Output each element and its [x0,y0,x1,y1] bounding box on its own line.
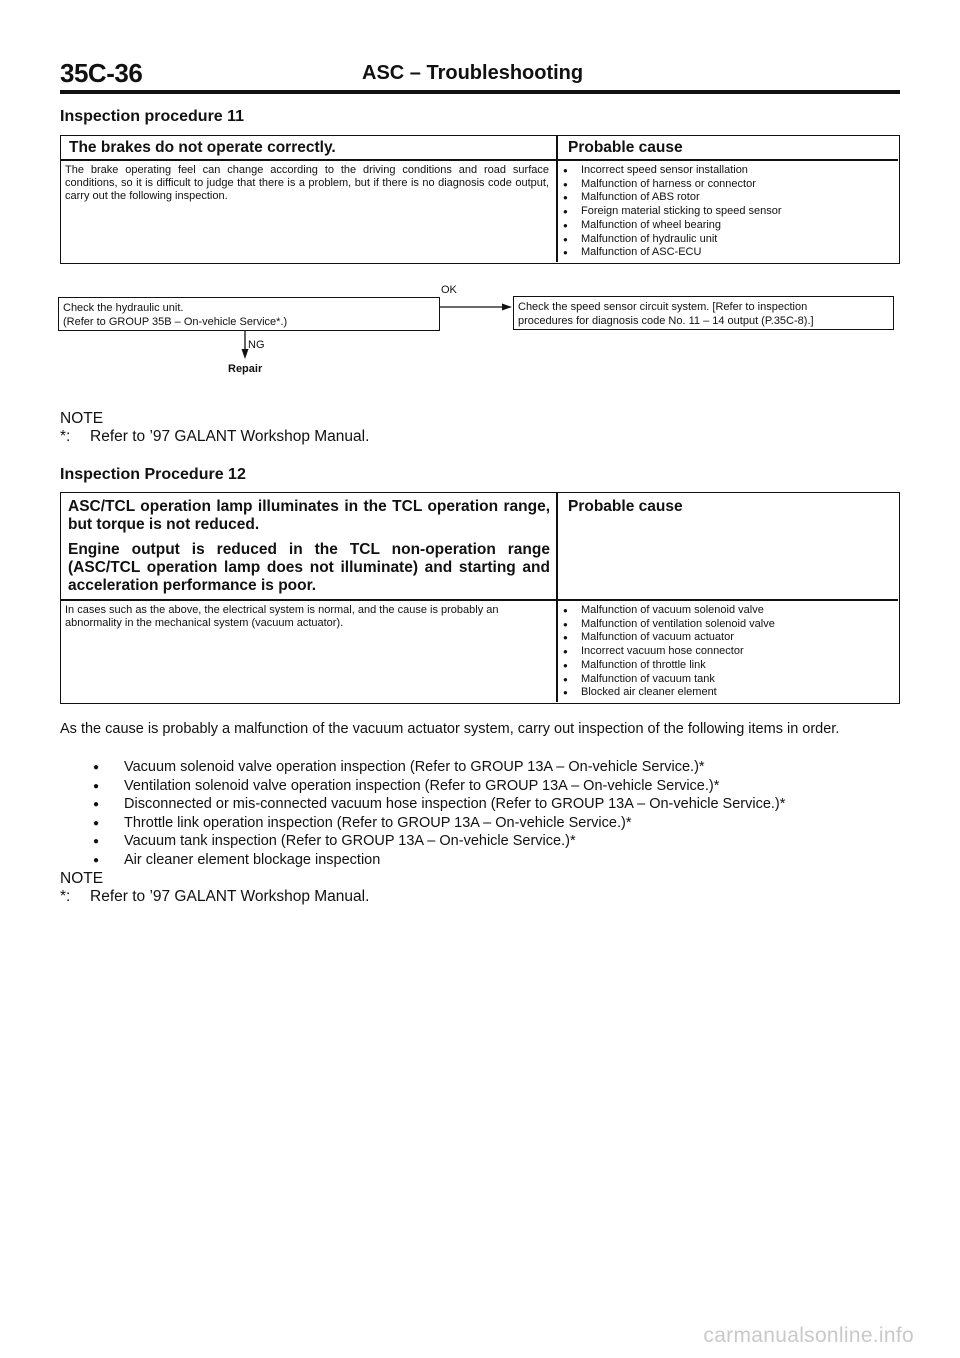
list-item: ● Malfunction of vacuum tank [561,673,891,687]
inspection-list [93,758,899,869]
flow-step-text: Check the hydraulic unit. [63,302,184,314]
table-divider [556,136,558,262]
note-label: NOTE [60,870,104,887]
note-text: Refer to ’97 GALANT Workshop Manual. [90,428,370,445]
watermark: carmanualsonline.info [703,1324,914,1347]
flow-step-text: (Refer to GROUP 35B – On-vehicle Service*.) [63,316,288,328]
list-item: ● Foreign material sticking to speed sensor [561,205,891,219]
procedure-12-heading: Inspection Procedure 12 [60,466,246,483]
list-item: ● Disconnected or mis-connected vacuum hose inspection (Refer to GROUP 13A – On-vehicle Service.)* [93,795,899,814]
procedure-12-table [60,492,900,704]
procedure-11-heading: Inspection procedure 11 [60,108,245,125]
list-item: ● Throttle link operation inspection (Refer to GROUP 13A – On-vehicle Service.)* [93,814,899,833]
list-item: ● Vacuum solenoid valve operation inspection (Refer to GROUP 13A – On-vehicle Service.)* [93,758,899,777]
list-item: ● Malfunction of ABS rotor [561,191,891,205]
note-mark: *: [60,428,71,445]
symptom-description: The brake operating feel can change according to the driving conditions and road surface conditions, so it is difficult to judge that there is a problem, but if there is no diagnosis code output, carry out the following inspection. [65,164,549,202]
list-item: ● Malfunction of harness or connector [561,178,891,192]
ok-label: OK [441,284,457,296]
procedure-11-table [60,135,900,264]
flow-step-text: procedures for diagnosis code No. 11 – 14 output (P.35C-8).] [518,315,814,327]
probable-cause-title: Probable cause [568,139,683,156]
ok-arrow-icon [438,300,514,316]
header-rule [60,90,900,94]
list-item: ● Blocked air cleaner element [561,686,891,700]
list-item: ● Malfunction of ASC-ECU [561,246,891,260]
intro-paragraph: As the cause is probably a malfunction of the vacuum actuator system, carry out inspection of the following items in order. [60,721,840,737]
probable-cause-title: Probable cause [568,498,683,515]
check-hydraulic-unit-box [58,297,440,331]
list-item: ● Malfunction of throttle link [561,659,891,673]
symptom-description: In cases such as the above, the electrical system is normal, and the cause is probably an abnormality in the mechanical system (vacuum actuator). [65,604,499,629]
table-divider [61,599,898,601]
symptom-title: ASC/TCL operation lamp illuminates in the TCL operation range, but torque is not reduced. [68,498,550,533]
list-item: ● Malfunction of vacuum solenoid valve [561,604,891,618]
page-number: 35C-36 [60,58,143,88]
table-divider [61,159,898,161]
symptom-title: The brakes do not operate correctly. [69,139,336,156]
note-text: Refer to ’97 GALANT Workshop Manual. [90,888,370,905]
repair-label: Repair [228,363,263,375]
note-label: NOTE [60,410,104,427]
probable-cause-list [561,604,891,700]
speed-sensor-check-box [513,296,894,330]
note-mark: *: [60,888,71,905]
page-title: ASC – Troubleshooting [362,62,584,84]
list-item: ● Incorrect speed sensor installation [561,164,891,178]
list-item: ● Malfunction of ventilation solenoid valve [561,618,891,632]
symptom-title: Engine output is reduced in the TCL non-operation range (ASC/TCL operation lamp does not illuminate) and starting and acceleration performance is poor. [68,541,550,594]
flow-step-text: Check the speed sensor circuit system. [Refer to inspection [518,301,808,313]
list-item: ● Malfunction of wheel bearing [561,219,891,233]
list-item: ● Incorrect vacuum hose connector [561,645,891,659]
ng-label: NG [248,339,265,351]
list-item: ● Malfunction of vacuum actuator [561,631,891,645]
list-item: ● Vacuum tank inspection (Refer to GROUP 13A – On-vehicle Service.)* [93,832,899,851]
list-item: ● Ventilation solenoid valve operation inspection (Refer to GROUP 13A – On-vehicle Service.)* [93,777,899,796]
table-divider [556,493,558,702]
list-item: ● Air cleaner element blockage inspection [93,851,899,870]
probable-cause-list [561,164,891,260]
list-item: ● Malfunction of hydraulic unit [561,233,891,247]
